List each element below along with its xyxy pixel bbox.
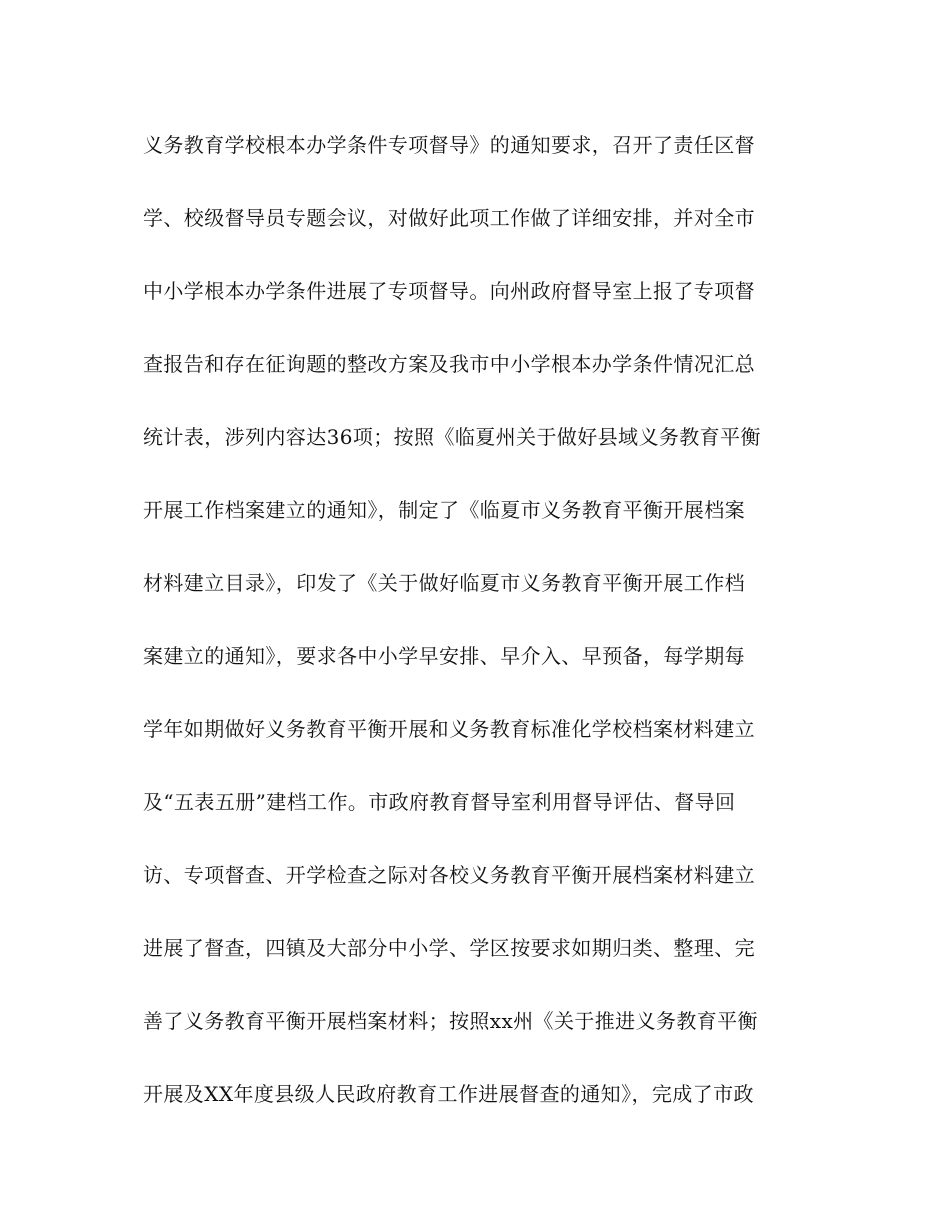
text-line: 开展及XX年度县级人民政府教育工作进展督查的通知》，完成了市政 <box>143 1082 754 1106</box>
text-line: 善了义务教育平衡开展档案材料；按照xx州《关于推进义务教育平衡 <box>143 1009 758 1033</box>
text-line: 案建立的通知》，要求各中小学早安排、早介入、早预备，每学期每 <box>143 644 745 668</box>
text-line: 开展工作档案建立的通知》，制定了《临夏市义务教育平衡开展档案 <box>143 498 745 522</box>
text-line: 义务教育学校根本办学条件专项督导》的通知要求，召开了责任区督 <box>143 133 755 157</box>
text-line: 查报告和存在征询题的整改方案及我市中小学根本办学条件情况汇总 <box>143 352 755 376</box>
text-line: 材料建立目录》，印发了《关于做好临夏市义务教育平衡开展工作档 <box>143 571 745 595</box>
text-line: 进展了督查，四镇及大部分中小学、学区按要求如期归类、整理、完 <box>143 936 755 960</box>
text-line: 访、专项督查、开学检查之际对各校义务教育平衡开展档案材料建立 <box>143 863 755 887</box>
text-line: 学、校级督导员专题会议，对做好此项工作做了详细安排，并对全市 <box>143 206 755 230</box>
text-line: 统计表，涉列内容达36项；按照《临夏州关于做好县域义务教育平衡 <box>143 425 761 449</box>
body-paragraph <box>143 126 808 1148</box>
text-line: 及“五表五册”建档工作。市政府教育督导室利用督导评估、督导回 <box>143 790 736 814</box>
text-line: 学年如期做好义务教育平衡开展和义务教育标准化学校档案材料建立 <box>143 717 755 741</box>
text-line: 中小学根本办学条件进展了专项督导。向州政府督导室上报了专项督 <box>143 279 755 303</box>
